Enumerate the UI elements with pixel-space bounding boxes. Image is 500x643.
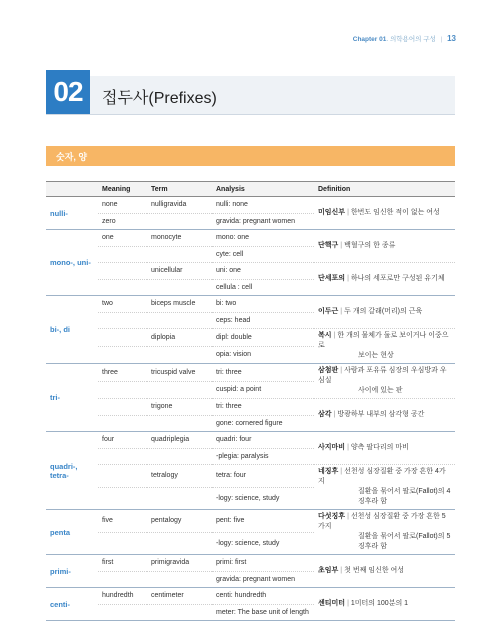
analysis-cell: bi: two xyxy=(212,296,314,313)
analysis-cell: cellula : cell xyxy=(212,279,314,296)
definition-text: 백혈구의 한 종류 xyxy=(344,242,396,249)
definition-text-continued: 질환을 묶어서 팔로(Fallot)의 4징후라 함 xyxy=(358,488,451,505)
definition-cell xyxy=(314,230,455,263)
definition-separator: | xyxy=(333,411,336,418)
definition-cell xyxy=(314,329,455,364)
meaning-cell xyxy=(98,571,147,588)
term-cell: pentalogy xyxy=(147,510,212,533)
definition-korean-term: 삼첨판 xyxy=(318,367,339,374)
term-cell xyxy=(147,213,212,230)
definition-separator: | xyxy=(340,567,343,574)
meaning-cell xyxy=(98,465,147,488)
term-cell xyxy=(147,448,212,465)
definition-text: 선천성 심장질환 중 가장 흔한 5가지 xyxy=(318,513,446,530)
analysis-cell: centi: hundredth xyxy=(212,588,314,605)
definition-separator: | xyxy=(347,444,349,451)
term-cell: nulligravida xyxy=(147,197,212,214)
term-cell: tetralogy xyxy=(147,465,212,488)
analysis-cell: dipl: double xyxy=(212,329,314,347)
header-meaning: Meaning xyxy=(98,182,147,197)
prefix-cell: quadri-, tetra- xyxy=(46,432,98,510)
term-cell: diplopia xyxy=(147,329,212,347)
definition-text: 한 개의 물체가 둘로 보이거나 이중으로 xyxy=(318,332,449,349)
definition-text: 한번도 임신한 적이 없는 여성 xyxy=(350,209,440,216)
header-term: Term xyxy=(147,182,212,197)
prefix-cell: penta xyxy=(46,510,98,555)
analysis-cell: primi: first xyxy=(212,555,314,572)
chapter-title: 접두사(Prefixes) xyxy=(102,90,217,107)
analysis-cell: gravida: pregnant women xyxy=(212,213,314,230)
definition-korean-term: 다섯징후 xyxy=(318,513,346,520)
prefix-cell: nulli- xyxy=(46,197,98,230)
definition-separator: | xyxy=(340,308,343,315)
term-cell xyxy=(147,381,212,399)
term-cell xyxy=(147,312,212,329)
meaning-cell: hundredth xyxy=(98,588,147,605)
chapter-number-badge: 02 xyxy=(46,70,90,114)
meaning-cell xyxy=(98,532,147,555)
term-cell: tricuspid valve xyxy=(147,364,212,382)
definition-separator: | xyxy=(347,513,349,520)
definition-cell xyxy=(314,399,455,432)
analysis-cell: tri: three xyxy=(212,399,314,416)
term-cell xyxy=(147,532,212,555)
term-cell: unicellular xyxy=(147,263,212,280)
table-row xyxy=(46,197,455,214)
table-row xyxy=(46,364,455,382)
definition-text: 사람과 포유류 심장의 우심방과 우심실 xyxy=(318,367,447,384)
term-cell xyxy=(147,487,212,510)
meaning-cell xyxy=(98,415,147,432)
definition-separator: | xyxy=(340,367,343,374)
definition-text: 1미터의 100분의 1 xyxy=(350,600,409,607)
header-definition: Definition xyxy=(314,182,455,197)
definition-cell xyxy=(314,296,455,329)
term-cell xyxy=(147,279,212,296)
definition-korean-term: 이두근 xyxy=(318,308,339,315)
analysis-cell: tri: three xyxy=(212,364,314,382)
definition-text-continued: 보이는 현상 xyxy=(358,352,394,359)
header-analysis: Analysis xyxy=(212,182,314,197)
meaning-cell: three xyxy=(98,364,147,382)
definition-text-continued: 질환을 묶어서 팔로(Fallot)의 5징후라 함 xyxy=(358,533,451,550)
meaning-cell xyxy=(98,381,147,399)
analysis-cell: uni: one xyxy=(212,263,314,280)
running-header-chapter-title: 의학용어의 구성 xyxy=(390,36,436,43)
analysis-cell: -logy: science, study xyxy=(212,532,314,555)
table-body xyxy=(46,197,455,621)
definition-text: 선천성 심장질환 중 가장 흔한 4가지 xyxy=(318,468,446,485)
definition-text: 첫 번째 임신한 여성 xyxy=(344,567,405,574)
prefix-cell: centi- xyxy=(46,588,98,621)
definition-korean-term: 센티미터 xyxy=(318,600,346,607)
definition-korean-term: 초임부 xyxy=(318,567,339,574)
meaning-cell xyxy=(98,279,147,296)
table-row xyxy=(46,555,455,572)
table-row xyxy=(46,510,455,533)
term-cell: biceps muscle xyxy=(147,296,212,313)
prefix-cell: mono-, uni- xyxy=(46,230,98,296)
definition-cell xyxy=(314,510,455,555)
table-row xyxy=(46,399,455,416)
section-title: 숫자, 양 xyxy=(56,152,88,162)
analysis-cell: opia: vision xyxy=(212,346,314,364)
definition-separator: | xyxy=(347,275,349,282)
analysis-cell: ceps: head xyxy=(212,312,314,329)
section-header-bar xyxy=(46,146,455,166)
meaning-cell: four xyxy=(98,432,147,449)
analysis-cell: cuspid: a point xyxy=(212,381,314,399)
definition-cell xyxy=(314,588,455,621)
term-cell xyxy=(147,415,212,432)
analysis-cell: quadri: four xyxy=(212,432,314,449)
table-header-row xyxy=(46,182,455,197)
table-row xyxy=(46,329,455,347)
meaning-cell: five xyxy=(98,510,147,533)
definition-separator: | xyxy=(347,600,349,607)
definition-separator: | xyxy=(347,209,349,216)
meaning-cell xyxy=(98,604,147,621)
meaning-cell xyxy=(98,246,147,263)
meaning-cell xyxy=(98,312,147,329)
definition-cell xyxy=(314,197,455,230)
definition-cell xyxy=(314,432,455,465)
table-row xyxy=(46,296,455,313)
definition-separator: | xyxy=(333,332,336,339)
term-cell xyxy=(147,246,212,263)
analysis-cell: cyte: cell xyxy=(212,246,314,263)
prefix-cell: tri- xyxy=(46,364,98,432)
definition-korean-term: 단핵구 xyxy=(318,242,339,249)
definition-separator: | xyxy=(340,468,343,475)
table-row xyxy=(46,465,455,488)
definition-cell xyxy=(314,465,455,510)
definition-cell xyxy=(314,555,455,588)
table-row xyxy=(46,588,455,605)
meaning-cell: one xyxy=(98,230,147,247)
term-cell xyxy=(147,571,212,588)
definition-korean-term: 복시 xyxy=(318,332,332,339)
term-cell: monocyte xyxy=(147,230,212,247)
definition-korean-term: 네징후 xyxy=(318,468,339,475)
running-header-chapter: Chapter 01 xyxy=(352,36,387,43)
analysis-cell: -logy: science, study xyxy=(212,487,314,510)
definition-korean-term: 삼각 xyxy=(318,411,332,418)
meaning-cell xyxy=(98,263,147,280)
prefix-cell: primi- xyxy=(46,555,98,588)
analysis-cell: meter: The base unit of length xyxy=(212,604,314,621)
meaning-cell xyxy=(98,346,147,364)
term-cell: quadriplegia xyxy=(147,432,212,449)
analysis-cell: gravida: pregnant women xyxy=(212,571,314,588)
definition-korean-term: 미임신부 xyxy=(318,209,346,216)
analysis-cell: gone: cornered figure xyxy=(212,415,314,432)
analysis-cell: mono: one xyxy=(212,230,314,247)
prefix-cell: bi-, di xyxy=(46,296,98,364)
definition-cell xyxy=(314,263,455,296)
meaning-cell xyxy=(98,448,147,465)
meaning-cell: zero xyxy=(98,213,147,230)
analysis-cell: tetra: four xyxy=(212,465,314,488)
definition-text: 양측 팔다리의 마비 xyxy=(350,444,409,451)
term-cell xyxy=(147,346,212,364)
table-row xyxy=(46,263,455,280)
term-cell: trigone xyxy=(147,399,212,416)
analysis-cell: -plegia: paralysis xyxy=(212,448,314,465)
table-row xyxy=(46,230,455,247)
definition-korean-term: 단세포의 xyxy=(318,275,346,282)
meaning-cell xyxy=(98,329,147,347)
term-cell xyxy=(147,604,212,621)
meaning-cell xyxy=(98,399,147,416)
page-number: 13 xyxy=(447,34,456,43)
analysis-cell: pent: five xyxy=(212,510,314,533)
definition-korean-term: 사지마비 xyxy=(318,444,346,451)
meaning-cell xyxy=(98,487,147,510)
term-cell: primigravida xyxy=(147,555,212,572)
definition-text: 방광하부 내부의 삼각형 공간 xyxy=(337,411,425,418)
meaning-cell: two xyxy=(98,296,147,313)
definition-cell xyxy=(314,364,455,399)
analysis-cell: nulli: none xyxy=(212,197,314,214)
running-header: Chapter 01. 의학용어의 구성 | 13 xyxy=(352,34,456,43)
meaning-cell: first xyxy=(98,555,147,572)
term-cell: centimeter xyxy=(147,588,212,605)
meaning-cell: none xyxy=(98,197,147,214)
header-prefix xyxy=(46,182,98,197)
definition-text: 하나의 세포로만 구성된 유기체 xyxy=(350,275,445,282)
definition-separator: | xyxy=(340,242,343,249)
table-row xyxy=(46,432,455,449)
prefix-vocabulary-table xyxy=(46,181,455,621)
definition-text: 두 개의 갈래(머리)의 근육 xyxy=(344,308,423,315)
definition-text-continued: 사이에 있는 판 xyxy=(358,387,403,394)
